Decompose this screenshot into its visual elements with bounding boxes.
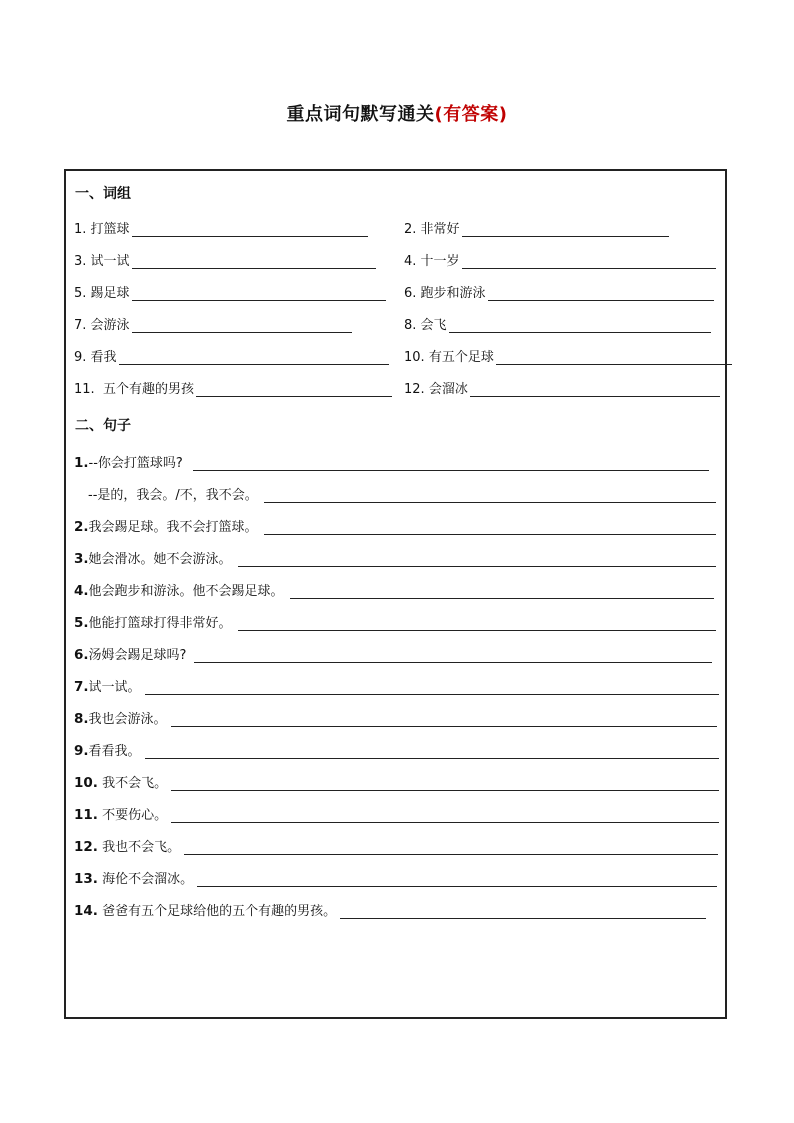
sentence-item (74, 707, 717, 727)
answer-line[interactable] (132, 286, 386, 301)
phrase-item (74, 313, 352, 333)
phrase-text: 踢足球 (90, 286, 130, 301)
sentence-text: 不要伤心。 (102, 808, 168, 823)
phrase-text: 十一岁 (420, 254, 460, 269)
sentence-text: 看看我。 (88, 744, 141, 759)
phrase-text: 五个有趣的男孩 (102, 382, 194, 397)
phrase-text: 会溜冰 (428, 382, 468, 397)
answer-line[interactable] (197, 872, 717, 887)
phrase-number: 11. (74, 382, 95, 397)
answer-line[interactable] (193, 456, 709, 471)
sentence-number: 10. (74, 775, 98, 791)
phrase-number: 7. (74, 318, 87, 333)
sentence-item (74, 739, 719, 759)
phrase-text: 会飞 (420, 318, 447, 333)
answer-line[interactable] (470, 382, 720, 397)
sentence-number: 11. (74, 807, 98, 823)
sentence-number: 6. (74, 647, 89, 663)
answer-line[interactable] (496, 350, 732, 365)
sentence-item (74, 579, 714, 599)
answer-line[interactable] (132, 318, 352, 333)
sentence-item (74, 867, 717, 887)
phrase-number: 2. (404, 222, 417, 237)
sentence-text: --是的，我会。/不，我不会。 (88, 488, 258, 503)
sentence-number: 4. (74, 583, 89, 599)
answer-line[interactable] (238, 552, 716, 567)
phrase-item (404, 313, 711, 333)
phrase-number: 4. (404, 254, 417, 269)
sentence-text: 我不会飞。 (102, 776, 168, 791)
sentence-number: 14. (74, 903, 98, 919)
sentence-number: 2. (74, 519, 89, 535)
phrase-text: 非常好 (420, 222, 460, 237)
answer-line[interactable] (462, 254, 716, 269)
sentence-number: 12. (74, 839, 98, 855)
phrase-text: 有五个足球 (428, 350, 494, 365)
phrase-text: 会游泳 (90, 318, 130, 333)
page-title (0, 100, 794, 126)
answer-line[interactable] (340, 904, 706, 919)
sentence-item (74, 451, 709, 471)
sentence-text: --你会打篮球吗? (88, 456, 183, 471)
answer-line[interactable] (171, 808, 719, 823)
sentence-number: 5. (74, 615, 89, 631)
sentence-text: 海伦不会溜冰。 (102, 872, 194, 887)
phrase-item (404, 249, 716, 269)
sentence-item (74, 547, 716, 567)
answer-line[interactable] (290, 584, 714, 599)
phrase-text: 跑步和游泳 (420, 286, 486, 301)
phrase-number: 12. (404, 382, 425, 397)
phrase-item (404, 217, 669, 237)
phrase-number: 8. (404, 318, 417, 333)
answer-line[interactable] (145, 680, 719, 695)
answer-tag: (有答案) (434, 104, 508, 125)
sentence-item (74, 803, 719, 823)
sentence-number: 1. (74, 455, 89, 471)
phrase-item (74, 377, 392, 397)
answer-line[interactable] (119, 350, 389, 365)
sentence-item (88, 483, 716, 503)
phrase-item (404, 377, 720, 397)
sentence-text: 爸爸有五个足球给他的五个有趣的男孩。 (102, 904, 337, 919)
sentence-item (74, 675, 719, 695)
answer-line[interactable] (488, 286, 714, 301)
sentence-number: 13. (74, 871, 98, 887)
sentence-item (74, 771, 719, 791)
sentence-text: 我也不会飞。 (102, 840, 181, 855)
answer-line[interactable] (238, 616, 716, 631)
answer-line[interactable] (132, 254, 376, 269)
answer-line[interactable] (171, 712, 717, 727)
phrase-item (404, 345, 732, 365)
phrase-text: 打篮球 (90, 222, 130, 237)
sentence-item (74, 611, 716, 631)
sentence-number: 9. (74, 743, 89, 759)
phrase-item (74, 249, 376, 269)
sentence-text: 他能打篮球打得非常好。 (88, 616, 232, 631)
phrase-number: 3. (74, 254, 87, 269)
answer-line[interactable] (264, 488, 716, 503)
sentence-text: 我也会游泳。 (88, 712, 167, 727)
sentence-text: 汤姆会踢足球吗? (88, 648, 187, 663)
phrase-number: 9. (74, 350, 87, 365)
phrase-item (404, 281, 714, 301)
section-heading-phrases: 一、词组 (75, 186, 131, 202)
phrase-item (74, 217, 368, 237)
sentence-number: 7. (74, 679, 89, 695)
phrase-number: 10. (404, 350, 425, 365)
sentence-text: 她会滑冰。她不会游泳。 (88, 552, 232, 567)
sentence-number: 3. (74, 551, 89, 567)
phrase-text: 看我 (90, 350, 117, 365)
answer-line[interactable] (449, 318, 711, 333)
answer-line[interactable] (462, 222, 669, 237)
title-main: 重点词句默写通关 (286, 104, 435, 125)
sentence-item (74, 643, 712, 663)
phrase-number: 1. (74, 222, 87, 237)
phrase-number: 6. (404, 286, 417, 301)
answer-line[interactable] (171, 776, 719, 791)
worksheet-box (64, 169, 727, 1019)
answer-line[interactable] (196, 382, 392, 397)
answer-line[interactable] (132, 222, 368, 237)
phrase-number: 5. (74, 286, 87, 301)
sentence-item (74, 899, 706, 919)
answer-line[interactable] (145, 744, 719, 759)
phrase-item (74, 345, 389, 365)
sentence-item (74, 515, 716, 535)
answer-line[interactable] (184, 840, 718, 855)
sentence-text: 他会跑步和游泳。他不会踢足球。 (88, 584, 284, 599)
sentence-text: 试一试。 (88, 680, 141, 695)
phrase-text: 试一试 (90, 254, 130, 269)
sentence-number: 8. (74, 711, 89, 727)
answer-line[interactable] (264, 520, 716, 535)
phrase-item (74, 281, 386, 301)
sentence-text: 我会踢足球。我不会打篮球。 (88, 520, 258, 535)
section-heading-sentences: 二、句子 (75, 418, 131, 434)
answer-line[interactable] (194, 648, 712, 663)
sentence-item (74, 835, 718, 855)
